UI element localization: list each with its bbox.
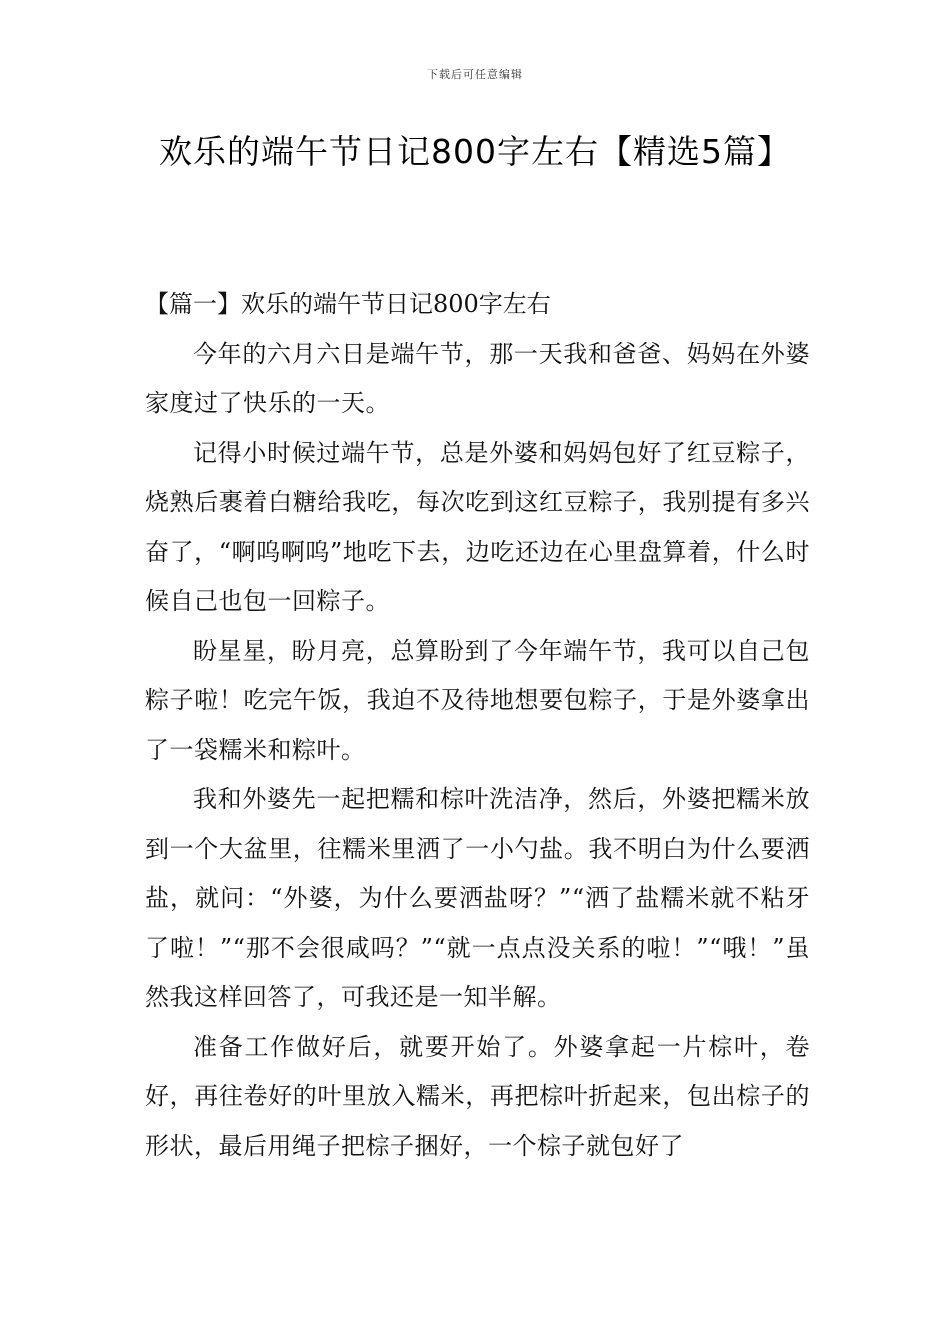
paragraph-2: 记得小时候过端午节，总是外婆和妈妈包好了红豆粽子，烧熟后裹着白糖给我吃，每次吃到这红豆粽子，我别提有多兴奋了，“啊呜啊呜”地吃下去，边吃还边在心里盘算着，什么时候自己也包一回粽子。 xyxy=(145,438,810,615)
header-note: 下载后可任意编辑 xyxy=(427,68,523,81)
paragraph-5: 准备工作做好后，就要开始了。外婆拿起一片棕叶，卷好，再往卷好的叶里放入糯米，再把棕叶折起来，包出棕子的形状，最后用绳子把棕子捆好，一个棕子就包好了 xyxy=(145,1032,810,1160)
section-heading: 【篇一】欢乐的端午节日记800字左右 xyxy=(145,290,551,318)
document-body xyxy=(145,280,810,1171)
document-title: 欢乐的端午节日记800字左右【精选5篇】 xyxy=(159,132,791,171)
paragraph-1: 今年的六月六日是端午节，那一天我和爸爸、妈妈在外婆家度过了快乐的一天。 xyxy=(145,339,810,417)
paragraph-4: 我和外婆先一起把糯和棕叶洗洁净，然后，外婆把糯米放到一个大盆里，往糯米里洒了一小勺盐。我不明白为什么要洒盐，就问：“外婆，为什么要洒盐呀？”“洒了盐糯米就不粘牙了啦！”“那不会很咸吗？”“就一点点没关系的啦！”“哦！”虽然我这样回答了，可我还是一知半解。 xyxy=(145,785,810,1011)
paragraph-3: 盼星星，盼月亮，总算盼到了今年端午节，我可以自己包粽子啦！吃完午饭，我迫不及待地想要包粽子，于是外婆拿出了一袋糯米和粽叶。 xyxy=(145,636,810,764)
